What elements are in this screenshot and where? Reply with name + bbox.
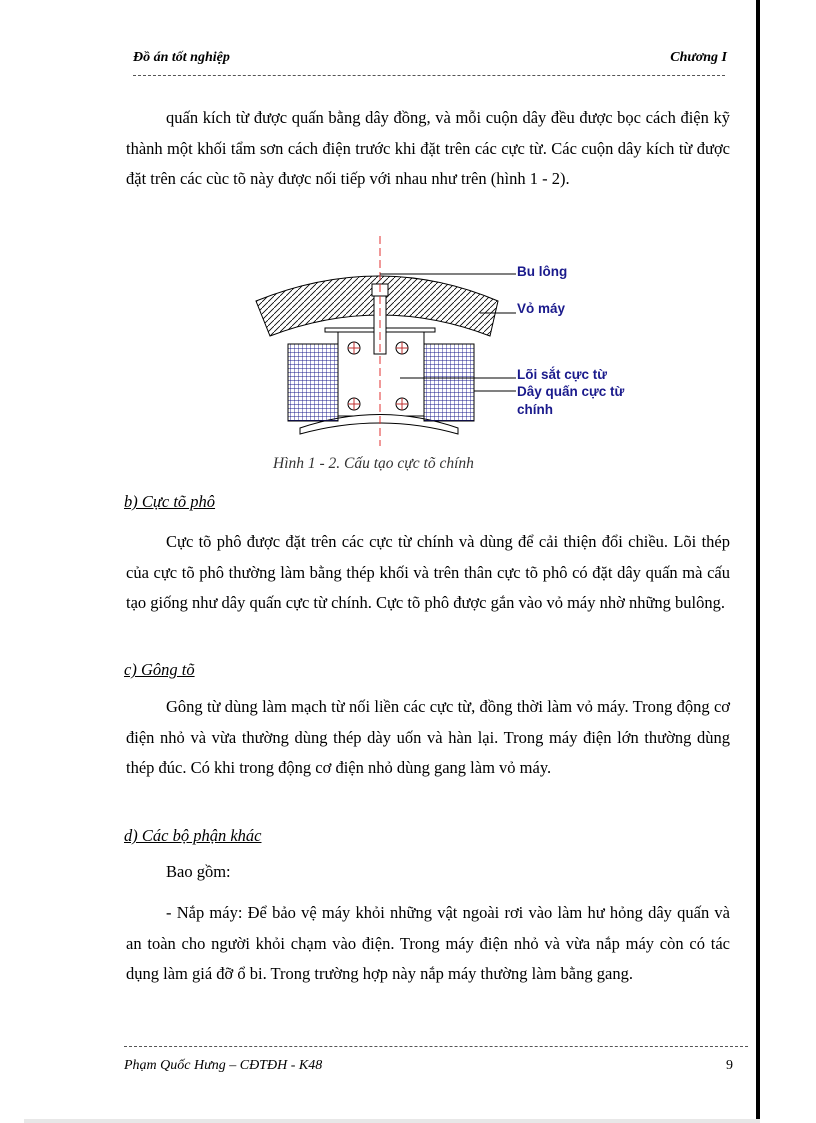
page-shadow-bottom [24,1119,760,1123]
page-number: 9 [726,1058,733,1073]
heading-other-parts: d) Các bộ phận khác [124,826,262,845]
label-housing: Vỏ máy [517,301,566,316]
paragraph-intro: quấn kích từ được quấn bằng dây đồng, và mỗi cuộn dây đều được bọc cách điện kỹ thành một khối tẩm sơn cách điện trước khi đặt trên các cực từ. Các cuộn dây kích từ được đặt trên các cùc tõ này được nối tiếp với nhau như trên (hình 1 - 2). [126,108,730,188]
paragraph-cover: - Nắp máy: Để bảo vệ máy khỏi những vật ngoài rơi vào làm hư hỏng dây quấn và an toàn cho người khỏi chạm vào điện. Trong máy điện nhỏ và vừa nắp máy còn có tác dụng làm giá đỡ ổ bi. Trong trường hợp này nắp máy thường làm bằng gang. [126,903,730,983]
paragraph-aux-pole: Cực tõ phô được đặt trên các cực từ chính và dùng để cải thiện đổi chiều. Lõi thép của cực tõ phô thường làm bằng thép khối và trên thân cực tõ phô có đặt dây quấn mà cấu tạo giống như dây quấn cực từ chính. Cực tõ phô được gắn vào vỏ máy nhờ những bulông. [126,532,730,612]
heading-aux-pole: b) Cực tõ phô [124,492,216,511]
figure-caption: Hình 1 - 2. Cấu tạo cực tõ chính [273,455,474,472]
page-shadow-right [756,0,760,1123]
heading-yoke: c) Gông tõ [124,660,195,679]
label-winding-line2: chính [517,402,553,417]
winding-right [424,344,474,421]
header-divider [133,75,725,76]
label-winding-line1: Dây quấn cực từ [517,384,625,399]
includes-line: Bao gồm: [166,862,231,881]
label-bolt: Bu lông [517,264,568,279]
page-header [133,50,727,70]
header-title: Đồ án tốt nghiệp [133,50,230,65]
footer-author: Phạm Quốc Hưng – CĐTĐH - K48 [124,1058,323,1073]
figure-pole-structure [250,236,650,450]
header-chapter: Chương I [670,50,727,65]
winding-left [288,344,338,421]
paragraph-yoke: Gông từ dùng làm mạch từ nối liền các cực từ, đồng thời làm vỏ máy. Trong động cơ điện nhỏ và vừa thường dùng thép dày uốn và hàn lại. Trong máy điện lớn thường dùng thép đúc. Có khi trong động cơ điện nhỏ dùng gang làm vỏ máy. [126,697,730,777]
pole-diagram [250,236,650,450]
footer-divider [124,1046,748,1047]
label-core: Lõi sắt cực từ [517,367,608,382]
